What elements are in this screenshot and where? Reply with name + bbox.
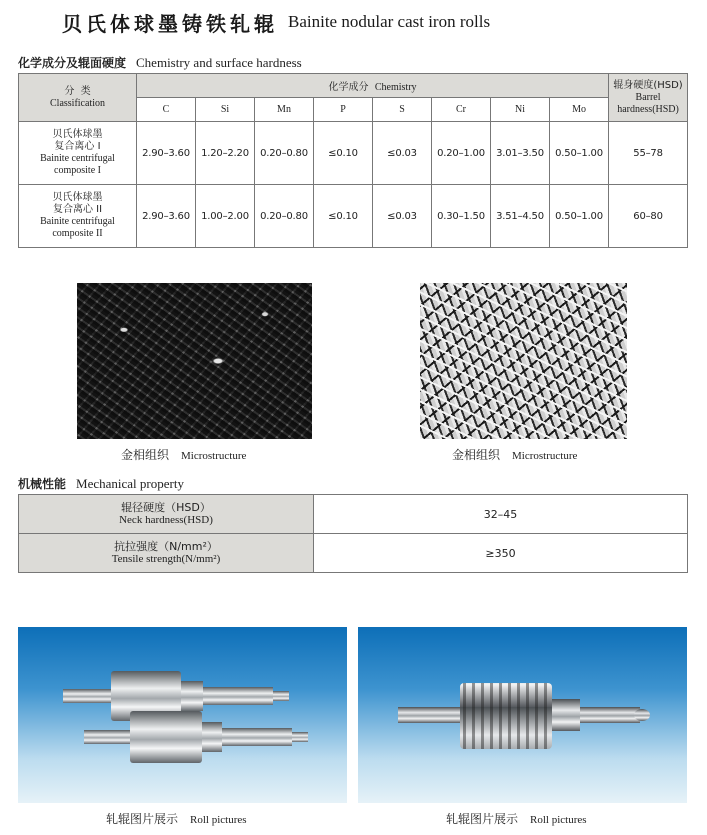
hardness-header-en-2: hardness(HSD) — [617, 103, 679, 115]
hardness-header — [609, 74, 688, 122]
roll-photo-2 — [358, 627, 687, 803]
microstructure-image-1 — [77, 283, 312, 439]
table-cell: 0.20–1.00 — [432, 122, 491, 185]
table-cell: 0.50–1.00 — [550, 122, 609, 185]
table-row — [19, 185, 688, 248]
roll-caption-1 — [106, 810, 247, 827]
roll-illustration — [18, 627, 347, 803]
table-cell: 0.20–0.80 — [255, 122, 314, 185]
element-header: Mo — [550, 98, 609, 122]
row-name-en: Bainite centrifugal — [40, 216, 115, 227]
mechanical-label — [19, 495, 314, 534]
chemistry-header — [137, 74, 609, 98]
chemistry-heading — [18, 54, 302, 71]
microstructure-image-2 — [420, 283, 627, 439]
microstructure-caption-cn: 金相组织 — [121, 448, 170, 462]
row-name-en2: composite I — [54, 165, 101, 176]
classification-header-en: Classification — [50, 97, 105, 109]
table-cell: ≤0.10 — [314, 122, 373, 185]
table-cell: ≤0.03 — [373, 122, 432, 185]
roll-caption-en: Roll pictures — [530, 814, 587, 826]
microstructure-caption-1 — [121, 446, 246, 463]
row-name-en: Bainite centrifugal — [40, 153, 115, 164]
element-header: Ni — [491, 98, 550, 122]
row-name-en2: composite II — [52, 228, 103, 239]
table-row — [19, 534, 688, 573]
mechanical-value: ≥350 — [314, 534, 688, 573]
table-cell: 0.50–1.00 — [550, 185, 609, 248]
row-name-cn2: 复合离心 II — [52, 204, 103, 215]
chemistry-table — [18, 73, 688, 248]
table-cell: 3.01–3.50 — [491, 122, 550, 185]
hardness-header-cn: 辊身硬度(HSD) — [613, 79, 683, 91]
page-title: 贝氏体球墨铸铁轧辊 — [62, 12, 278, 36]
row-classification — [19, 122, 137, 185]
table-cell: ≤0.10 — [314, 185, 373, 248]
table-cell: 2.90–3.60 — [137, 122, 196, 185]
microstructure-caption-2 — [452, 446, 577, 463]
table-row — [19, 122, 688, 185]
mechanical-heading-en: Mechanical property — [76, 476, 184, 491]
mechanical-label-en: Neck hardness(HSD) — [119, 514, 213, 526]
mechanical-label-cn: 抗拉强度（N/mm²） — [114, 540, 218, 553]
roll-caption-en: Roll pictures — [190, 814, 247, 826]
table-cell: 0.20–0.80 — [255, 185, 314, 248]
chemistry-heading-cn: 化学成分及辊面硬度 — [18, 56, 127, 70]
table-cell: 1.00–2.00 — [196, 185, 255, 248]
hardness-header-en-1: Barrel — [635, 91, 661, 103]
element-header: Mn — [255, 98, 314, 122]
mechanical-table — [18, 494, 688, 573]
table-row — [19, 495, 688, 534]
element-header: S — [373, 98, 432, 122]
microstructure-caption-en: Microstructure — [181, 450, 247, 462]
chemistry-heading-en: Chemistry and surface hardness — [136, 55, 302, 70]
microstructure-caption-cn: 金相组织 — [452, 448, 501, 462]
roll-photo-1 — [18, 627, 347, 803]
mechanical-label-cn: 辊径硬度（HSD） — [121, 501, 211, 514]
mechanical-heading-cn: 机械性能 — [18, 477, 67, 491]
page-title-en: Bainite nodular cast iron rolls — [288, 12, 491, 31]
chemistry-header-cn: 化学成分 — [328, 82, 369, 93]
chemistry-header-en: Chemistry — [374, 82, 417, 93]
table-cell: 2.90–3.60 — [137, 185, 196, 248]
row-name-cn: 贝氏体球墨 — [52, 129, 103, 140]
row-name-cn: 贝氏体球墨 — [52, 192, 103, 203]
mechanical-value: 32–45 — [314, 495, 688, 534]
classification-header — [19, 74, 137, 122]
classification-header-cn: 分 类 — [64, 85, 91, 97]
hardness-cell: 55–78 — [609, 122, 688, 185]
roll-caption-cn: 轧辊图片展示 — [106, 812, 179, 826]
table-cell: 3.51–4.50 — [491, 185, 550, 248]
microstructure-caption-en: Microstructure — [512, 450, 578, 462]
mechanical-label-en: Tensile strength(N/mm²) — [111, 553, 221, 565]
row-name-cn2: 复合离心 I — [54, 141, 101, 152]
element-header: Cr — [432, 98, 491, 122]
hardness-cell: 60–80 — [609, 185, 688, 248]
table-cell: 1.20–2.20 — [196, 122, 255, 185]
roll-caption-cn: 轧辊图片展示 — [446, 812, 519, 826]
roll-illustration — [358, 627, 687, 803]
element-header: Si — [196, 98, 255, 122]
mechanical-heading — [18, 475, 184, 492]
row-classification — [19, 185, 137, 248]
element-header: C — [137, 98, 196, 122]
mechanical-label — [19, 534, 314, 573]
table-cell: 0.30–1.50 — [432, 185, 491, 248]
element-header: P — [314, 98, 373, 122]
roll-caption-2 — [446, 810, 587, 827]
table-cell: ≤0.03 — [373, 185, 432, 248]
